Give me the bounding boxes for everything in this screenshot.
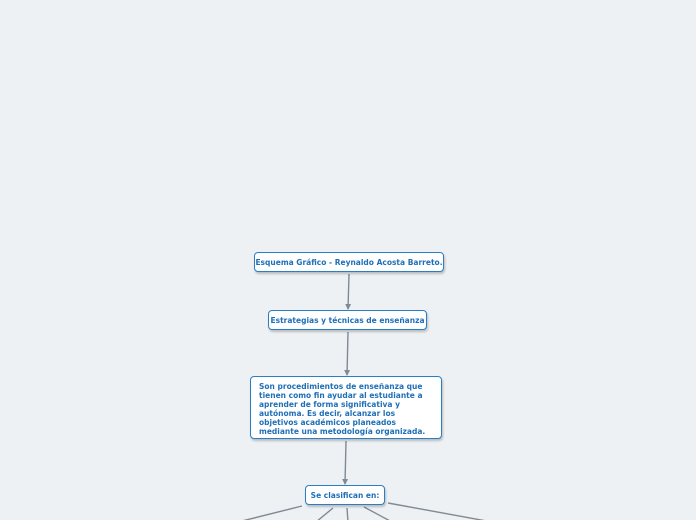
connector-branch-4 [364, 507, 392, 520]
node-strategies-text: Estrategias y técnicas de enseñanza [270, 315, 425, 325]
connector-branch-3 [347, 508, 348, 520]
connector-branch-2 [316, 508, 333, 520]
node-definition[interactable] [250, 376, 442, 439]
connector-branch-1 [238, 506, 302, 520]
node-title-text: Esquema Gráfico - Reynaldo Acosta Barreto. [255, 257, 443, 267]
connector-definition-to-classification [345, 441, 346, 484]
node-definition-text: Son procedimientos de enseñanza que tienen como fin ayudar al estudiante a aprender de forma significativa y autónoma. Es decir, alcanzar los objetivos académicos planeados mediante una metodología organizada. [259, 382, 426, 436]
node-classification-text: Se clasifican en: [310, 490, 380, 500]
connector-strategies-to-definition [347, 332, 348, 375]
node-classification[interactable] [305, 485, 385, 505]
connector-branch-5 [388, 503, 492, 520]
node-strategies[interactable] [268, 310, 427, 330]
node-title[interactable] [254, 252, 444, 272]
connector-title-to-strategies [348, 274, 349, 309]
